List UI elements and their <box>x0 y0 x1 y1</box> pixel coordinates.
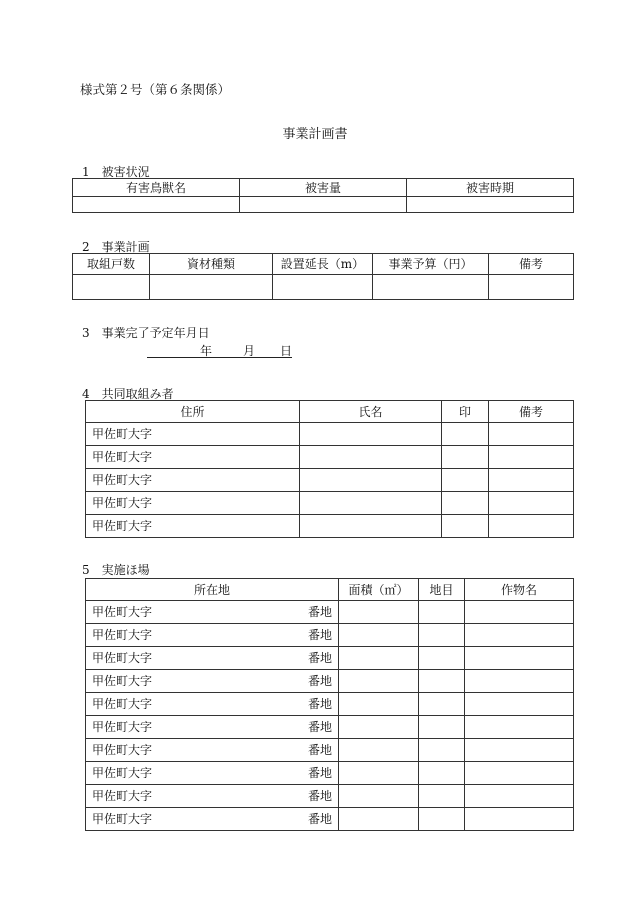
field-land-category[interactable] <box>419 716 465 739</box>
field-area[interactable] <box>339 601 419 624</box>
field-land-category[interactable] <box>419 647 465 670</box>
partner-address[interactable]: 甲佐町大字 <box>86 423 300 446</box>
partner-seal[interactable] <box>442 492 489 515</box>
partner-name[interactable] <box>300 469 442 492</box>
table-row <box>86 785 574 808</box>
field-location-prefix: 甲佐町大字 <box>92 743 153 757</box>
section2-heading: 2 事業計画 <box>82 240 150 254</box>
table-row <box>86 423 574 446</box>
col-remarks: 備考 <box>489 254 574 275</box>
cell-pest-name[interactable] <box>73 197 240 213</box>
field-area[interactable] <box>339 808 419 831</box>
cell-material-type[interactable] <box>150 275 273 300</box>
field-location-suffix: 番地 <box>307 697 332 711</box>
field-location-prefix: 甲佐町大字 <box>92 674 153 688</box>
partner-name[interactable] <box>300 515 442 538</box>
field-land-category[interactable] <box>419 670 465 693</box>
partner-address[interactable]: 甲佐町大字 <box>86 492 300 515</box>
field-land-category[interactable] <box>419 785 465 808</box>
field-land-category[interactable] <box>419 624 465 647</box>
field-area[interactable] <box>339 762 419 785</box>
field-location[interactable] <box>86 739 339 762</box>
field-area[interactable] <box>339 624 419 647</box>
document-title: 事業計画書 <box>282 127 348 142</box>
field-location[interactable] <box>86 647 339 670</box>
col-households: 取組戸数 <box>73 254 150 275</box>
partner-seal[interactable] <box>442 515 489 538</box>
field-location-suffix: 番地 <box>307 628 332 642</box>
damage-table <box>72 178 574 213</box>
field-area[interactable] <box>339 716 419 739</box>
col-damage-period: 被害時期 <box>407 179 574 197</box>
field-location-suffix: 番地 <box>307 789 332 803</box>
partner-seal[interactable] <box>442 469 489 492</box>
cell-remarks[interactable] <box>489 275 574 300</box>
cell-budget[interactable] <box>373 275 489 300</box>
month-label: 月 <box>243 344 256 358</box>
partner-address[interactable]: 甲佐町大字 <box>86 469 300 492</box>
col-name: 氏名 <box>300 401 442 423</box>
field-location-suffix: 番地 <box>307 812 332 826</box>
field-land-category[interactable] <box>419 808 465 831</box>
field-crop-name[interactable] <box>465 601 574 624</box>
field-location-prefix: 甲佐町大字 <box>92 605 153 619</box>
cell-damage-period[interactable] <box>407 197 574 213</box>
field-location-prefix: 甲佐町大字 <box>92 812 153 826</box>
field-location-suffix: 番地 <box>307 674 332 688</box>
table-row <box>86 492 574 515</box>
field-land-category[interactable] <box>419 762 465 785</box>
field-location-prefix: 甲佐町大字 <box>92 651 153 665</box>
col-partner-remarks: 備考 <box>489 401 574 423</box>
field-location-prefix: 甲佐町大字 <box>92 697 153 711</box>
completion-date-field[interactable] <box>147 342 292 358</box>
field-location-prefix: 甲佐町大字 <box>92 789 153 803</box>
field-location[interactable] <box>86 808 339 831</box>
field-location-prefix: 甲佐町大字 <box>92 720 153 734</box>
field-location[interactable] <box>86 762 339 785</box>
field-crop-name[interactable] <box>465 716 574 739</box>
section4-heading: 4 共同取組み者 <box>82 387 174 401</box>
field-crop-name[interactable] <box>465 624 574 647</box>
field-crop-name[interactable] <box>465 808 574 831</box>
table-row <box>86 808 574 831</box>
field-location[interactable] <box>86 693 339 716</box>
partner-remarks[interactable] <box>489 515 574 538</box>
plan-table <box>72 253 574 300</box>
table-row <box>86 601 574 624</box>
field-location-prefix: 甲佐町大字 <box>92 628 153 642</box>
col-address: 住所 <box>86 401 300 423</box>
field-area[interactable] <box>339 739 419 762</box>
field-crop-name[interactable] <box>465 785 574 808</box>
partner-name[interactable] <box>300 446 442 469</box>
field-crop-name[interactable] <box>465 647 574 670</box>
field-crop-name[interactable] <box>465 762 574 785</box>
col-budget: 事業予算（円） <box>373 254 489 275</box>
section1-heading: 1 被害状況 <box>82 165 150 179</box>
field-area[interactable] <box>339 693 419 716</box>
field-location[interactable] <box>86 785 339 808</box>
partners-table <box>85 400 574 538</box>
field-land-category[interactable] <box>419 739 465 762</box>
partner-remarks[interactable] <box>489 446 574 469</box>
col-damage-amount: 被害量 <box>240 179 407 197</box>
partner-address[interactable]: 甲佐町大字 <box>86 515 300 538</box>
field-location[interactable] <box>86 624 339 647</box>
col-area: 面積（㎡） <box>339 579 419 601</box>
field-location-prefix: 甲佐町大字 <box>92 766 153 780</box>
field-crop-name[interactable] <box>465 693 574 716</box>
partner-remarks[interactable] <box>489 469 574 492</box>
field-area[interactable] <box>339 785 419 808</box>
partner-seal[interactable] <box>442 423 489 446</box>
table-row <box>86 739 574 762</box>
col-install-length: 設置延長（m） <box>273 254 373 275</box>
form-number: 様式第２号（第６条関係） <box>80 82 231 97</box>
table-row <box>86 515 574 538</box>
fields-table <box>85 578 574 831</box>
table-row <box>86 446 574 469</box>
partner-remarks[interactable] <box>489 423 574 446</box>
field-location-suffix: 番地 <box>307 651 332 665</box>
partner-name[interactable] <box>300 492 442 515</box>
table-row <box>86 624 574 647</box>
field-location[interactable] <box>86 716 339 739</box>
field-crop-name[interactable] <box>465 739 574 762</box>
cell-damage-amount[interactable] <box>240 197 407 213</box>
table-row <box>86 762 574 785</box>
field-land-category[interactable] <box>419 693 465 716</box>
col-pest-name: 有害鳥獣名 <box>73 179 240 197</box>
field-location-suffix: 番地 <box>307 720 332 734</box>
table-row <box>86 693 574 716</box>
cell-households[interactable] <box>73 275 150 300</box>
col-land-category: 地目 <box>419 579 465 601</box>
field-rows <box>86 601 574 831</box>
field-location-suffix: 番地 <box>307 743 332 757</box>
year-label: 年 <box>200 344 213 358</box>
field-crop-name[interactable] <box>465 670 574 693</box>
field-location-suffix: 番地 <box>307 766 332 780</box>
section3-heading: 3 事業完了予定年月日 <box>82 326 210 340</box>
cell-install-length[interactable] <box>273 275 373 300</box>
table-row <box>86 469 574 492</box>
col-seal: 印 <box>442 401 489 423</box>
table-row <box>86 670 574 693</box>
field-location[interactable] <box>86 670 339 693</box>
partner-seal[interactable] <box>442 446 489 469</box>
col-crop-name: 作物名 <box>465 579 574 601</box>
field-location[interactable] <box>86 601 339 624</box>
table-row <box>86 647 574 670</box>
table-row <box>86 716 574 739</box>
partner-address[interactable]: 甲佐町大字 <box>86 446 300 469</box>
field-area[interactable] <box>339 670 419 693</box>
partner-name[interactable] <box>300 423 442 446</box>
col-material-type: 資材種類 <box>150 254 273 275</box>
col-location: 所在地 <box>86 579 339 601</box>
field-area[interactable] <box>339 647 419 670</box>
day-label: 日 <box>280 344 293 358</box>
section5-heading: 5 実施ほ場 <box>82 563 150 577</box>
field-location-suffix: 番地 <box>307 605 332 619</box>
field-land-category[interactable] <box>419 601 465 624</box>
partner-remarks[interactable] <box>489 492 574 515</box>
